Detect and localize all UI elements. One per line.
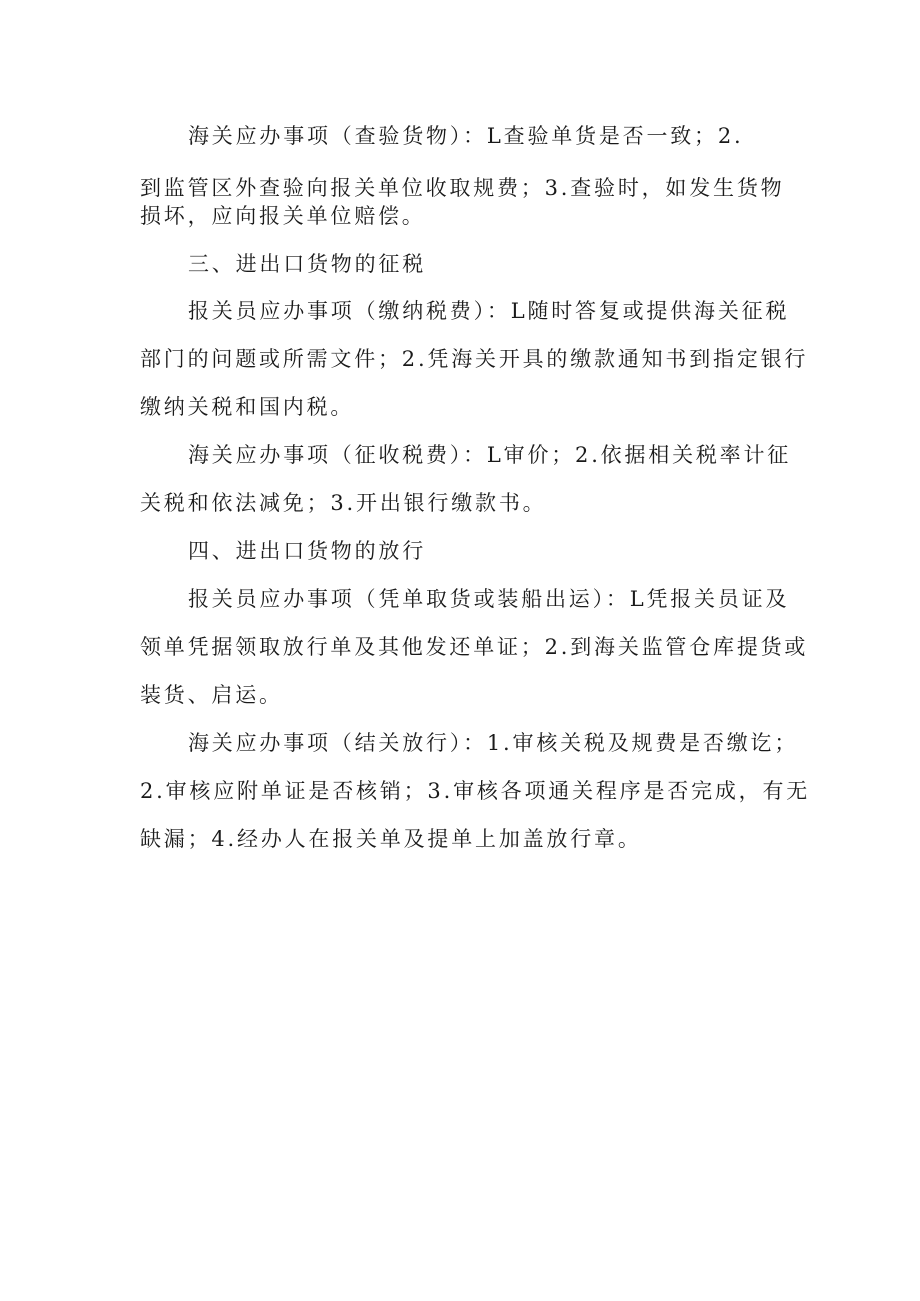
paragraph-broker-release-line-3: 装货、启运。 bbox=[140, 683, 283, 707]
section-heading-release: 四、进出口货物的放行 bbox=[188, 539, 426, 563]
paragraph-inspection-line-2: 到监管区外查验向报关单位收取规费；3.查验时，如发生货物 bbox=[140, 176, 785, 200]
section-heading-taxation: 三、进出口货物的征税 bbox=[188, 252, 426, 276]
paragraph-broker-tax-line-1: 报关员应办事项（缴纳税费）：L随时答复或提供海关征税 bbox=[188, 299, 790, 323]
paragraph-broker-release-line-2: 领单凭据领取放行单及其他发还单证；2.到海关监管仓库提货或 bbox=[140, 635, 809, 659]
paragraph-broker-tax-line-3: 缴纳关税和国内税。 bbox=[140, 395, 355, 419]
paragraph-customs-tax-line-2: 关税和依法减免；3.开出银行缴款书。 bbox=[140, 491, 547, 515]
paragraph-inspection-line-1: 海关应办事项（查验货物）：L查验单货是否一致；2. bbox=[188, 124, 744, 148]
paragraph-customs-release-line-1: 海关应办事项（结关放行）：1.审核关税及规费是否缴讫； bbox=[188, 731, 799, 755]
paragraph-broker-release-line-1: 报关员应办事项（凭单取货或装船出运）：L凭报关员证及 bbox=[188, 587, 790, 611]
paragraph-inspection-line-3: 损坏，应向报关单位赔偿。 bbox=[140, 204, 426, 228]
paragraph-broker-tax-line-2: 部门的问题或所需文件；2.凭海关开具的缴款通知书到指定银行 bbox=[140, 347, 809, 371]
paragraph-customs-tax-line-1: 海关应办事项（征收税费）：L审价；2.依据相关税率计征 bbox=[188, 443, 792, 467]
paragraph-customs-release-line-3: 缺漏；4.经办人在报关单及提单上加盖放行章。 bbox=[140, 827, 642, 851]
paragraph-customs-release-line-2: 2.审核应附单证是否核销；3.审核各项通关程序是否完成，有无 bbox=[140, 779, 811, 803]
